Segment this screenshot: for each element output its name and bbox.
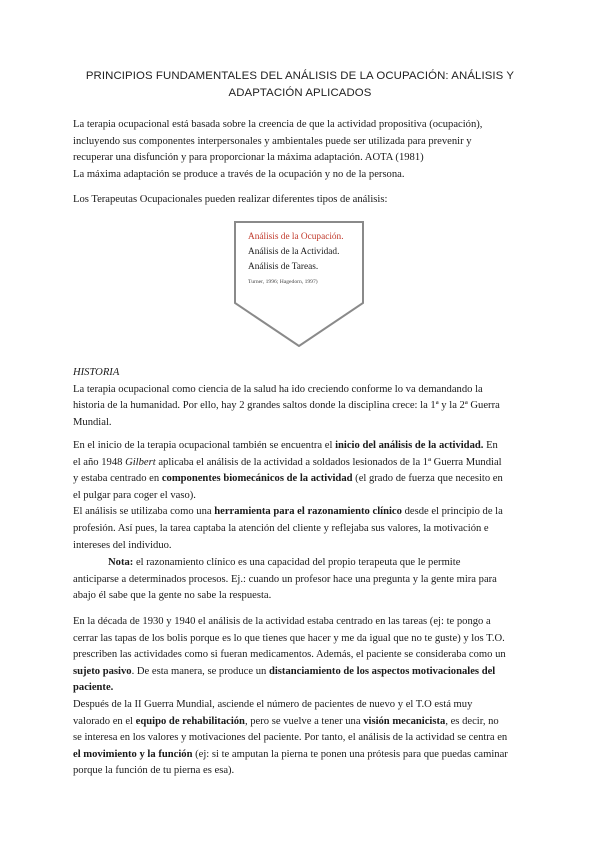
intro-line: La terapia ocupacional está basada sobre la creencia de que la actividad propositiva (ocupación),: [73, 119, 483, 130]
intro-line: recuperar una disfunción y para proporcionar la máxima adaptación. AOTA (1981): [73, 152, 424, 164]
analysis-types-line: Los Terapeutas Ocupacionales pueden realizar diferentes tipos de análisis:: [73, 194, 388, 205]
inicio-line: En el inicio de la terapia ocupacional también se encuentra el inicio del análisis de la actividad. En: [73, 440, 498, 451]
emphasis-text: inicio del análisis de la actividad.: [335, 440, 484, 451]
figure-item-activity: Análisis de la Actividad.: [248, 247, 340, 257]
decada-line: el movimiento y la función (ej: si te amputan la pierna te ponen una prótesis para que puedas caminar: [73, 748, 508, 760]
decada-line: En la década de 1930 y 1940 el análisis de la actividad estaba centrado en las tareas (ej: te pongo a: [73, 616, 491, 627]
intro-paragraph: [73, 117, 529, 183]
figure-citation: Turner, 1996; Hagedorn, 1997): [248, 279, 318, 285]
decada-paragraph: [73, 614, 529, 780]
inicio-line: profesión. Así pues, la tarea captaba la atención del cliente y reflejaba sus valores, la motivación e: [73, 522, 489, 534]
historia-line: historia de la humanidad. Por ello, hay 2 grandes saltos donde la disciplina crece: la 1ª y la 2ª Guerra: [73, 400, 500, 412]
decada-line: Después de la II Guerra Mundial, asciende el número de pacientes de nuevo y el T.O está muy: [73, 698, 473, 710]
analysis-types-intro: [73, 192, 529, 209]
emphasis-text: componentes biomecánicos de la actividad: [161, 473, 353, 485]
historia-line: La terapia ocupacional como ciencia de la salud ha ido creciendo conforme lo va demandando la: [73, 383, 483, 395]
inicio-paragraph: [73, 438, 529, 554]
emphasis-text: distanciamiento de los aspectos motivacionales del: [268, 665, 496, 677]
emphasis-text: herramienta para el razonamiento clínico: [214, 506, 402, 518]
decada-line: cerrar las tapas de los bolis porque es lo que tienes que hacer y me da igual que no te guste) y los T.O.: [73, 632, 505, 644]
intro-line: incluyendo sus componentes interpersonales y ambientales puede ser utilizada para prevenir y: [73, 135, 472, 147]
nota-paragraph: [73, 555, 529, 605]
figure-item-occupation: Análisis de la Ocupación.: [248, 232, 344, 242]
analysis-types-figure: [234, 221, 364, 347]
inicio-line: y estaba centrado en componentes biomecánicos de la actividad (el grado de fuerza que necesito en: [73, 473, 503, 485]
historia-heading: [73, 365, 529, 382]
decada-line: prescriben las actividades como si fueran medicamentos. Además, el paciente se consideraba como un: [73, 649, 506, 661]
inicio-line: el pulgar para coger el vaso).: [73, 489, 196, 501]
decada-line: sujeto pasivo. De esta manera, se produce un distanciamiento de los aspectos motivacionales del: [73, 665, 496, 677]
emphasis-text: sujeto pasivo: [73, 665, 132, 677]
decada-line: se interesa en los valores y motivaciones del paciente. Por tanto, el análisis de la actividad se centra en: [73, 732, 508, 744]
emphasis-text: paciente.: [73, 682, 114, 694]
inicio-line: el año 1948 Gilbert aplicaba el análisis de la actividad a soldados lesionados de la 1ª Guerra Mundial: [73, 456, 502, 468]
decada-line: porque la función de tu pierna es esa).: [73, 765, 235, 777]
document-title: [60, 68, 540, 102]
historia-line: Mundial.: [73, 416, 112, 428]
inicio-line: intereses del individuo.: [73, 539, 172, 551]
emphasis-text: visión mecanicista: [363, 715, 446, 727]
decada-line: valorado en el equipo de rehabilitación, pero se vuelve a tener una visión mecanicista, es decir, no: [73, 715, 499, 727]
decada-line: [73, 680, 529, 697]
inicio-line: El análisis se utilizaba como una herramienta para el razonamiento clínico desde el principio de la: [73, 506, 503, 518]
author-name: Gilbert: [125, 456, 156, 468]
nota-line: abajo él sabe que la gente no sabe la respuesta.: [73, 590, 272, 602]
nota-line: Nota: el razonamiento clínico es una capacidad del propio terapeuta que le permite: [108, 557, 461, 568]
historia-heading-text: HISTORIA: [73, 367, 120, 378]
title-line-1: PRINCIPIOS FUNDAMENTALES DEL ANÁLISIS DE LA OCUPACIÓN: ANÁLISIS Y: [85, 70, 515, 82]
emphasis-text: el movimiento y la función: [73, 748, 193, 760]
figure-item-tasks: Análisis de Tareas.: [248, 262, 319, 272]
nota-line: anticiparse a determinados procesos. Ej.: cuando un profesor hace una pregunta y la gente mira para: [73, 573, 497, 585]
nota-label: Nota:: [108, 557, 134, 568]
intro-line: La máxima adaptación se produce a través de la ocupación y no de la persona.: [73, 168, 405, 180]
title-line-2: ADAPTACIÓN APLICADOS: [228, 87, 372, 99]
historia-section: [73, 365, 529, 431]
emphasis-text: equipo de rehabilitación: [135, 715, 245, 727]
